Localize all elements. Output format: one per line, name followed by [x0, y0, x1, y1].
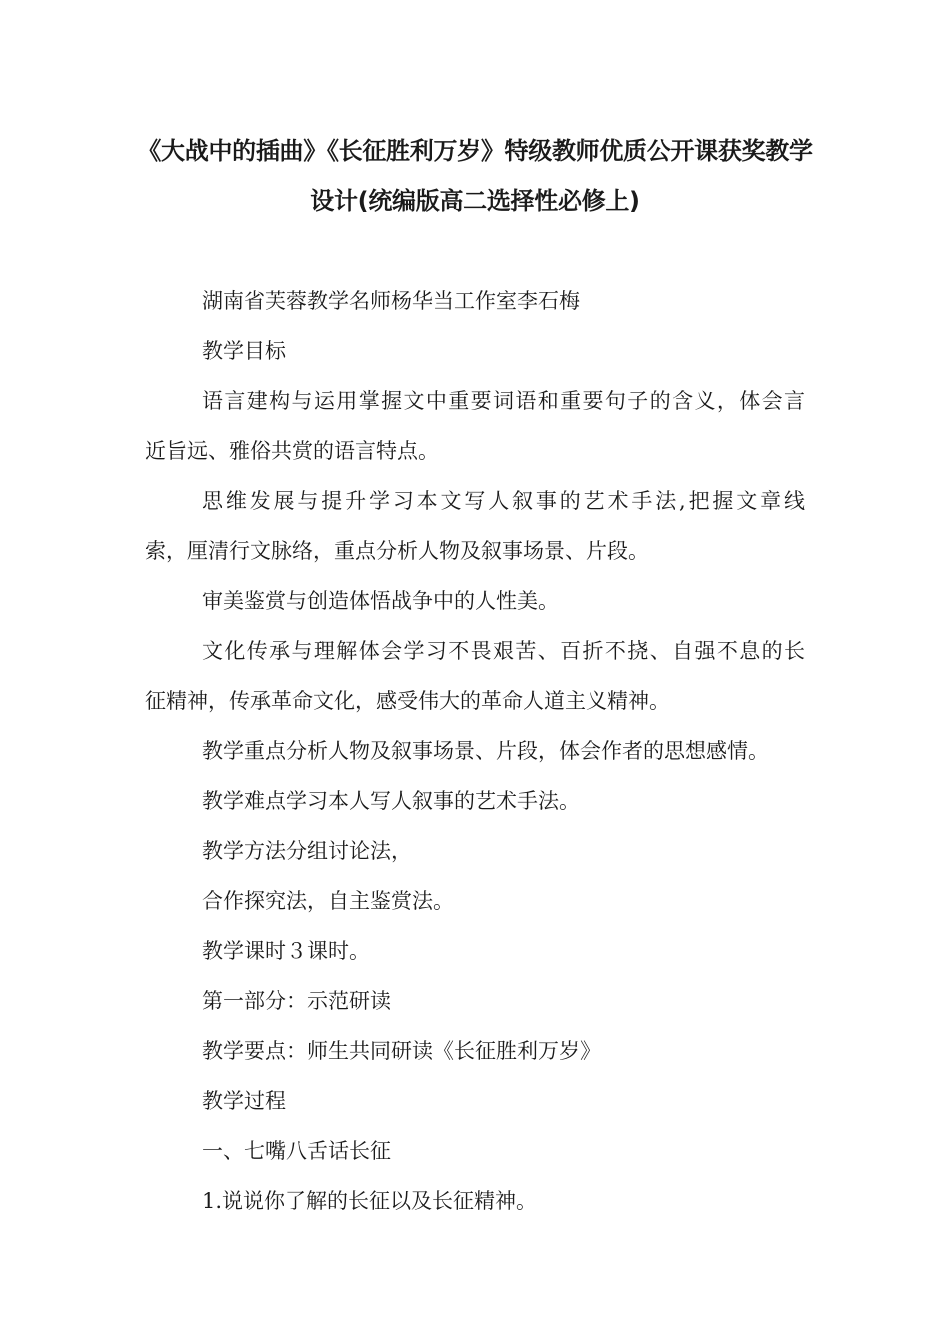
paragraph-difficulties — [145, 776, 805, 826]
text-line: 教学要点：师生共同研读《长征胜利万岁》 — [202, 1039, 601, 1063]
paragraph-methods — [145, 826, 805, 876]
paragraph-author — [145, 276, 805, 326]
paragraph-key-points — [145, 726, 805, 776]
text-line: 文化传承与理解体会学习不畏艰苦、百折不挠、自强不息的长 — [202, 639, 805, 663]
text-line: 思维发展与提升学习本文写人叙事的艺术手法,把握文章线 — [202, 489, 805, 513]
paragraph-objective-language — [145, 376, 805, 476]
text-line: 湖南省芙蓉教学名师杨华当工作室李石梅 — [202, 289, 580, 313]
text-line: 一、七嘴八舌话长征 — [202, 1139, 391, 1163]
text-line: 1.说说你了解的长征以及长征精神。 — [202, 1189, 538, 1213]
text-line: 近旨远、雅俗共赏的语言特点。 — [145, 439, 439, 463]
paragraph-class-hours — [145, 926, 805, 976]
text-line: 审美鉴赏与创造体悟战争中的人性美。 — [202, 589, 559, 613]
paragraph-objective-culture — [145, 626, 805, 726]
text-line: 第一部分：示范研读 — [202, 989, 391, 1013]
text-line: 教学重点分析人物及叙事场景、片段，体会作者的思想感情。 — [202, 739, 769, 763]
document-title-line-2: 设计(统编版高二选择性必修上) — [310, 187, 640, 215]
text-line: 语言建构与运用掌握文中重要词语和重要句子的含义，体会言 — [202, 389, 805, 413]
paragraph-heading-objectives — [145, 326, 805, 376]
paragraph-item-one — [145, 1176, 805, 1226]
text-line: 教学方法分组讨论法， — [202, 839, 412, 863]
paragraph-part-one — [145, 976, 805, 1026]
paragraph-objective-aesthetics — [145, 576, 805, 626]
text-line: 教学难点学习本人写人叙事的艺术手法。 — [202, 789, 580, 813]
text-line: 教学目标 — [202, 339, 286, 363]
paragraph-teaching-points — [145, 1026, 805, 1076]
paragraph-section-one — [145, 1126, 805, 1176]
document-title-line-1: 《大战中的插曲》《长征胜利万岁》特级教师优质公开课获奖教学 — [137, 137, 813, 165]
text-line: 征精神，传承革命文化，感受伟大的革命人道主义精神。 — [145, 689, 670, 713]
text-line: 教学过程 — [202, 1089, 286, 1113]
text-line: 合作探究法，自主鉴赏法。 — [202, 889, 454, 913]
text-line: 教学课时３课时。 — [202, 939, 370, 963]
text-line: 索，厘清行文脉络，重点分析人物及叙事场景、片段。 — [145, 539, 649, 563]
paragraph-objective-thinking — [145, 476, 805, 576]
paragraph-methods-cont — [145, 876, 805, 926]
paragraph-heading-process — [145, 1076, 805, 1126]
